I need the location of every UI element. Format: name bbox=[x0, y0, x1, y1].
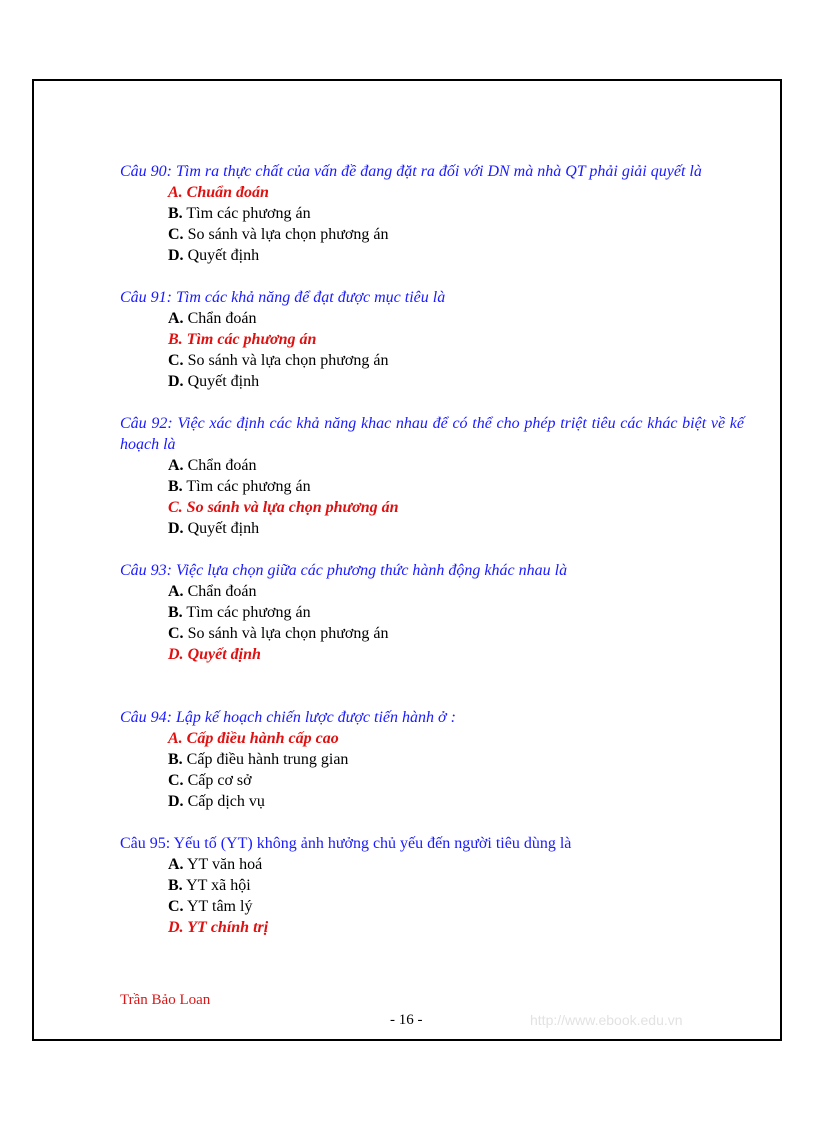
option-letter: B. bbox=[168, 751, 183, 768]
answer-options bbox=[168, 308, 744, 392]
option-d bbox=[168, 245, 744, 266]
option-letter: D. bbox=[168, 793, 184, 810]
option-text: Tìm các phương án bbox=[186, 478, 311, 495]
option-a bbox=[168, 182, 744, 203]
question-text: Câu 91: Tìm các khả năng để đạt được mục tiêu là bbox=[120, 289, 446, 306]
option-letter: C. bbox=[168, 625, 184, 642]
option-text: Cấp dịch vụ bbox=[187, 793, 265, 810]
answer-options bbox=[168, 455, 744, 539]
option-a bbox=[168, 728, 744, 749]
option-text: Chẩn đoán bbox=[187, 583, 257, 600]
option-d bbox=[168, 917, 744, 938]
page-number: - 16 - bbox=[390, 1012, 423, 1028]
option-a bbox=[168, 308, 744, 329]
option-text: So sánh và lựa chọn phương án bbox=[187, 226, 389, 243]
option-letter: D. bbox=[168, 520, 184, 537]
option-c bbox=[168, 770, 744, 791]
option-d bbox=[168, 371, 744, 392]
answer-options bbox=[168, 182, 744, 266]
option-letter: B. bbox=[168, 331, 183, 348]
option-b bbox=[168, 203, 744, 224]
option-text: So sánh và lựa chọn phương án bbox=[187, 625, 389, 642]
option-letter: A. bbox=[168, 184, 183, 201]
question-text: Câu 94: Lập kế hoạch chiến lược được tiến hành ở : bbox=[120, 709, 456, 726]
option-text: Tìm các phương án bbox=[186, 604, 311, 621]
option-a bbox=[168, 854, 744, 875]
option-letter: A. bbox=[168, 457, 184, 474]
option-letter: C. bbox=[168, 226, 184, 243]
option-letter: D. bbox=[168, 919, 184, 936]
question-91 bbox=[120, 287, 744, 392]
option-letter: B. bbox=[168, 205, 183, 222]
question-93 bbox=[120, 560, 744, 665]
option-text: YT văn hoá bbox=[186, 856, 263, 873]
option-text: Quyết định bbox=[187, 373, 260, 390]
option-letter: A. bbox=[168, 310, 184, 327]
option-letter: A. bbox=[168, 856, 184, 873]
option-a bbox=[168, 581, 744, 602]
option-c bbox=[168, 623, 744, 644]
option-c bbox=[168, 350, 744, 371]
option-letter: D. bbox=[168, 646, 184, 663]
answer-options bbox=[168, 854, 744, 938]
question-94 bbox=[120, 707, 744, 812]
option-letter: D. bbox=[168, 373, 184, 390]
option-text: So sánh và lựa chọn phương án bbox=[186, 499, 399, 516]
option-letter: B. bbox=[168, 604, 183, 621]
option-text: Chuẩn đoán bbox=[186, 184, 269, 201]
option-text: YT xã hội bbox=[186, 877, 251, 894]
option-d bbox=[168, 791, 744, 812]
option-text: Tìm các phương án bbox=[186, 331, 317, 348]
option-letter: D. bbox=[168, 247, 184, 264]
option-letter: C. bbox=[168, 898, 184, 915]
question-text: Câu 95: Yếu tố (YT) không ảnh hưởng chủ yếu đến người tiêu dùng là bbox=[120, 835, 572, 852]
option-c bbox=[168, 497, 744, 518]
option-text: Chẩn đoán bbox=[187, 310, 257, 327]
option-letter: A. bbox=[168, 730, 183, 747]
option-c bbox=[168, 224, 744, 245]
option-text: Quyết định bbox=[187, 520, 260, 537]
option-text: Tìm các phương án bbox=[186, 205, 311, 222]
option-a bbox=[168, 455, 744, 476]
option-d bbox=[168, 518, 744, 539]
option-letter: A. bbox=[168, 583, 184, 600]
option-text: Cấp điều hành trung gian bbox=[186, 751, 349, 768]
question-text: Câu 92: Việc xác định các khả năng khac nhau để có thể cho phép triệt tiêu các khác biệt về kế hoạch là bbox=[120, 415, 744, 453]
author-name: Trần Bảo Loan bbox=[120, 992, 211, 1008]
question-95 bbox=[120, 833, 744, 938]
option-letter: B. bbox=[168, 877, 183, 894]
option-d bbox=[168, 644, 744, 665]
option-c bbox=[168, 896, 744, 917]
answer-options bbox=[168, 728, 744, 812]
option-b bbox=[168, 329, 744, 350]
option-text: YT tâm lý bbox=[186, 898, 253, 915]
answer-options bbox=[168, 581, 744, 665]
option-b bbox=[168, 749, 744, 770]
question-text: Câu 93: Việc lựa chọn giữa các phương thức hành động khác nhau là bbox=[120, 562, 568, 579]
option-letter: C. bbox=[168, 352, 184, 369]
option-text: Quyết định bbox=[187, 247, 260, 264]
option-b bbox=[168, 602, 744, 623]
question-list bbox=[120, 161, 744, 959]
option-text: YT chính trị bbox=[187, 919, 269, 936]
question-text: Câu 90: Tìm ra thực chất của vấn đề đang đặt ra đối với DN mà nhà QT phải giải quyết là bbox=[120, 163, 702, 180]
watermark-url: http://www.ebook.edu.vn bbox=[530, 1012, 683, 1028]
option-text: Cấp điều hành cấp cao bbox=[186, 730, 339, 747]
question-90 bbox=[120, 161, 744, 266]
option-letter: C. bbox=[168, 772, 184, 789]
option-b bbox=[168, 875, 744, 896]
option-b bbox=[168, 476, 744, 497]
option-text: Chẩn đoán bbox=[187, 457, 257, 474]
option-text: Cấp cơ sở bbox=[187, 772, 252, 789]
option-text: Quyết định bbox=[187, 646, 261, 663]
option-text: So sánh và lựa chọn phương án bbox=[187, 352, 389, 369]
question-92 bbox=[120, 413, 744, 539]
option-letter: B. bbox=[168, 478, 183, 495]
option-letter: C. bbox=[168, 499, 183, 516]
